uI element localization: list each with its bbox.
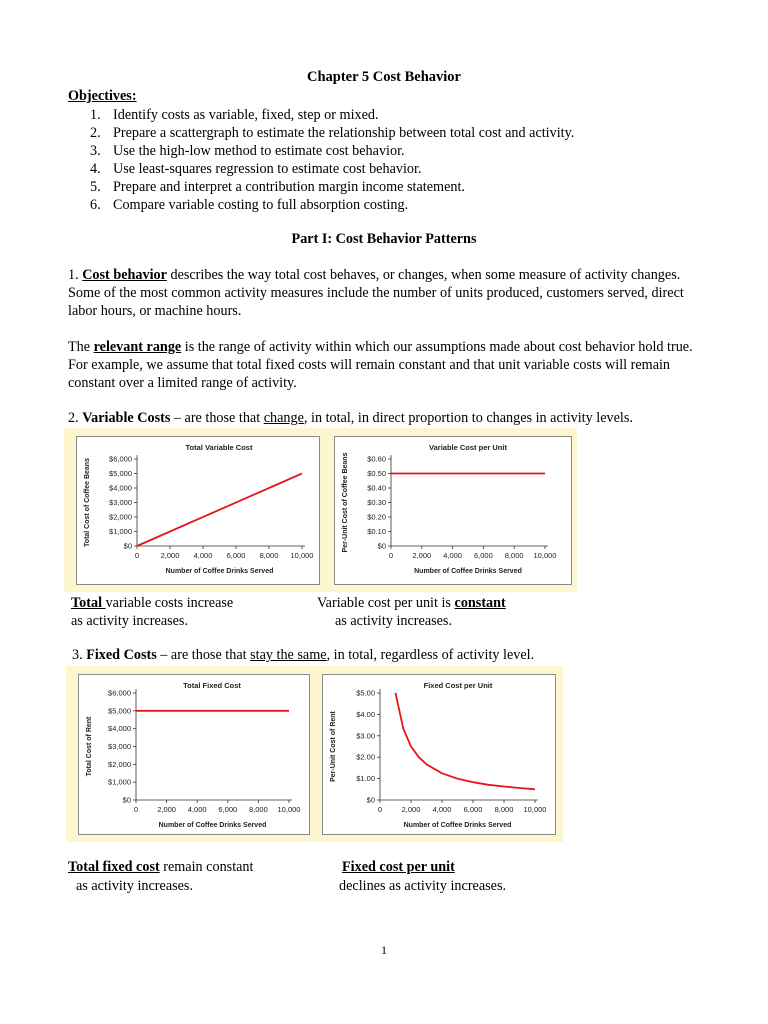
y-tick-label: $0.50 [367, 469, 386, 478]
caption-term: constant [454, 595, 506, 611]
y-tick-label: $2.00 [356, 752, 375, 762]
relevant-range-lead: The [68, 339, 94, 355]
x-axis-label: Number of Coffee Drinks Served [403, 822, 512, 829]
y-tick-label: $3.00 [356, 731, 375, 741]
objective-text: Prepare a scattergraph to estimate the relationship between total cost and activity. [113, 125, 575, 141]
total-fixed-caption [68, 858, 253, 876]
x-tick-label: 0 [134, 551, 140, 560]
relevant-range-paragraph [68, 338, 708, 392]
variable-costs-text: , in total, in direct proportion to changes in activity levels. [303, 410, 633, 426]
fixed-cost-charts-panel [66, 666, 563, 842]
x-tick-label: 6,000 [218, 805, 238, 814]
chart-title: Variable Cost per Unit [429, 443, 507, 452]
objective-item [90, 196, 574, 214]
x-tick-label: 8,000 [259, 551, 279, 560]
section-number: 2. [68, 410, 83, 426]
y-tick-label: $0.30 [367, 498, 386, 507]
x-tick-label: 8,000 [504, 551, 524, 560]
y-tick-label: $0.10 [367, 527, 386, 536]
x-tick-label: 0 [388, 551, 394, 560]
variable-cost-charts-panel [64, 428, 577, 592]
objective-item [90, 142, 574, 160]
variable-cost-per-unit-chart [334, 436, 572, 585]
objective-item [90, 106, 574, 124]
fixed-costs-text: – are those that [156, 647, 251, 663]
y-tick-label: $0 [366, 795, 375, 805]
caption-text: remain constant [159, 859, 254, 875]
variable-costs-emphasis: change [263, 410, 304, 426]
x-tick-label: 10,000 [277, 805, 301, 814]
chart-title: Fixed Cost per Unit [423, 681, 493, 690]
relevant-range-text: is the range of activity within which our assumptions made about cost behavior hold true. For example, we assume that total fixed costs will remain constant and that unit variable costs will remain constant over a limited range of activity. [68, 339, 693, 391]
x-tick-label: 0 [133, 805, 139, 814]
y-tick-label: $1,000 [109, 527, 132, 536]
objective-item [90, 160, 574, 178]
y-tick-label: $6,000 [108, 688, 131, 698]
x-tick-label: 6,000 [474, 551, 493, 560]
page-title: Chapter 5 Cost Behavior [307, 69, 461, 85]
y-tick-label: $2,000 [108, 759, 131, 769]
y-axis-label: Total Cost of Coffee Beans [84, 458, 91, 547]
x-tick-label: 2,000 [160, 551, 180, 560]
x-tick-label: 2,000 [157, 805, 176, 814]
objective-item [90, 178, 574, 196]
per-unit-fixed-caption [342, 858, 455, 876]
y-tick-label: $4,000 [109, 483, 132, 493]
y-tick-label: $5,000 [108, 706, 131, 716]
total-variable-caption [71, 594, 233, 612]
y-tick-label: $3,000 [109, 498, 132, 507]
section-number: 1. [68, 267, 83, 283]
fixed-costs-term: Fixed Costs [86, 647, 157, 663]
x-tick-label: 10,000 [290, 551, 314, 560]
y-tick-label: $1,000 [108, 777, 131, 787]
section-number: 3. [72, 647, 87, 663]
cost-behavior-text: describes the way total cost behaves, or changes, when some measure of activity changes. Some of the most common activity measures include the number of units produced, customers served, direct labor hours, or machine hours. [68, 267, 684, 319]
y-tick-label: $4.00 [356, 709, 375, 719]
y-tick-label: $0.40 [367, 483, 386, 493]
x-tick-label: 8,000 [494, 805, 514, 814]
total-fixed-caption-line2: as activity increases. [76, 878, 193, 894]
y-tick-label: $1.00 [356, 774, 375, 784]
x-tick-label: 6,000 [463, 805, 483, 814]
fixed-costs-emphasis: stay the same [250, 647, 327, 663]
chart-title: Total Variable Cost [185, 443, 253, 452]
total-variable-cost-plot [77, 437, 319, 584]
x-tick-label: 2,000 [412, 551, 432, 560]
x-tick-label: 4,000 [443, 551, 462, 560]
objective-number: 2. [90, 125, 101, 141]
caption-term: Total [71, 595, 106, 611]
x-tick-label: 0 [377, 805, 383, 814]
fixed-cost-per-unit-chart [322, 674, 556, 835]
y-tick-label: $2,000 [109, 512, 132, 522]
x-tick-label: 10,000 [533, 551, 557, 560]
objective-text: Compare variable costing to full absorption costing. [113, 197, 409, 213]
series-line [137, 474, 302, 547]
y-tick-label: $5.00 [356, 688, 375, 698]
x-tick-label: 4,000 [193, 551, 213, 560]
objectives-list [90, 106, 574, 214]
x-tick-label: 4,000 [432, 805, 452, 814]
objective-text: Identify costs as variable, fixed, step or mixed. [113, 107, 379, 123]
y-tick-label: $0 [377, 541, 386, 551]
x-axis-label: Number of Coffee Drinks Served [165, 568, 274, 575]
objective-text: Prepare and interpret a contribution margin income statement. [113, 179, 465, 195]
cost-behavior-term: Cost behavior [82, 267, 167, 283]
total-fixed-cost-chart [78, 674, 310, 835]
objective-number: 1. [90, 107, 101, 123]
per-unit-variable-caption-line2: as activity increases. [335, 613, 452, 629]
y-tick-label: $3,000 [108, 742, 131, 751]
page-number: 1 [381, 943, 387, 957]
y-tick-label: $6,000 [109, 454, 132, 464]
objectives-heading: Objectives: [68, 88, 137, 104]
y-axis-label: Per-Unit Cost of Rent [330, 711, 337, 782]
fixed-cost-per-unit-plot [323, 675, 555, 834]
variable-costs-text: – are those that [170, 410, 264, 426]
caption-text: Variable cost per unit is [317, 595, 455, 611]
objective-number: 5. [90, 179, 101, 195]
relevant-range-term: relevant range [93, 339, 182, 355]
variable-cost-per-unit-plot [335, 437, 571, 584]
y-tick-label: $5,000 [109, 469, 132, 478]
objective-number: 4. [90, 161, 101, 177]
part-heading: Part I: Cost Behavior Patterns [291, 231, 477, 247]
x-tick-label: 2,000 [401, 805, 421, 814]
cost-behavior-paragraph [68, 266, 708, 320]
y-tick-label: $0 [122, 795, 131, 805]
y-axis-label: Total Cost of Rent [86, 716, 93, 777]
y-tick-label: $0.60 [367, 454, 386, 464]
x-axis-label: Number of Coffee Drinks Served [414, 568, 522, 575]
chart-title: Total Fixed Cost [183, 681, 241, 690]
x-tick-label: 6,000 [226, 551, 246, 560]
variable-costs-term: Variable Costs [82, 410, 171, 426]
caption-text: variable costs increase [105, 595, 234, 611]
x-axis-label: Number of Coffee Drinks Served [158, 822, 267, 829]
total-variable-cost-chart [76, 436, 320, 585]
y-tick-label: $4,000 [108, 724, 131, 734]
objective-number: 3. [90, 143, 101, 159]
x-tick-label: 8,000 [249, 805, 268, 814]
y-axis-label: Per-Unit Cost of Coffee Beans [342, 452, 349, 553]
per-unit-fixed-caption-line2: declines as activity increases. [339, 878, 507, 894]
series-line [396, 693, 536, 789]
objective-number: 6. [90, 197, 101, 213]
y-tick-label: $0 [123, 541, 132, 551]
variable-costs-heading [68, 409, 633, 427]
objective-text: Use the high-low method to estimate cost behavior. [113, 143, 405, 159]
caption-term: Total fixed cost [68, 859, 160, 875]
x-tick-label: 10,000 [523, 805, 547, 814]
objective-item [90, 124, 574, 142]
per-unit-variable-caption [317, 594, 506, 612]
y-tick-label: $0.20 [367, 512, 386, 522]
caption-term: Fixed cost per unit [342, 859, 455, 875]
total-variable-caption-line2: as activity increases. [71, 613, 188, 629]
x-tick-label: 4,000 [187, 805, 207, 814]
fixed-costs-heading [72, 646, 534, 664]
total-fixed-cost-plot [79, 675, 309, 834]
fixed-costs-text: , in total, regardless of activity level. [326, 647, 535, 663]
objective-text: Use least-squares regression to estimate cost behavior. [113, 161, 422, 177]
